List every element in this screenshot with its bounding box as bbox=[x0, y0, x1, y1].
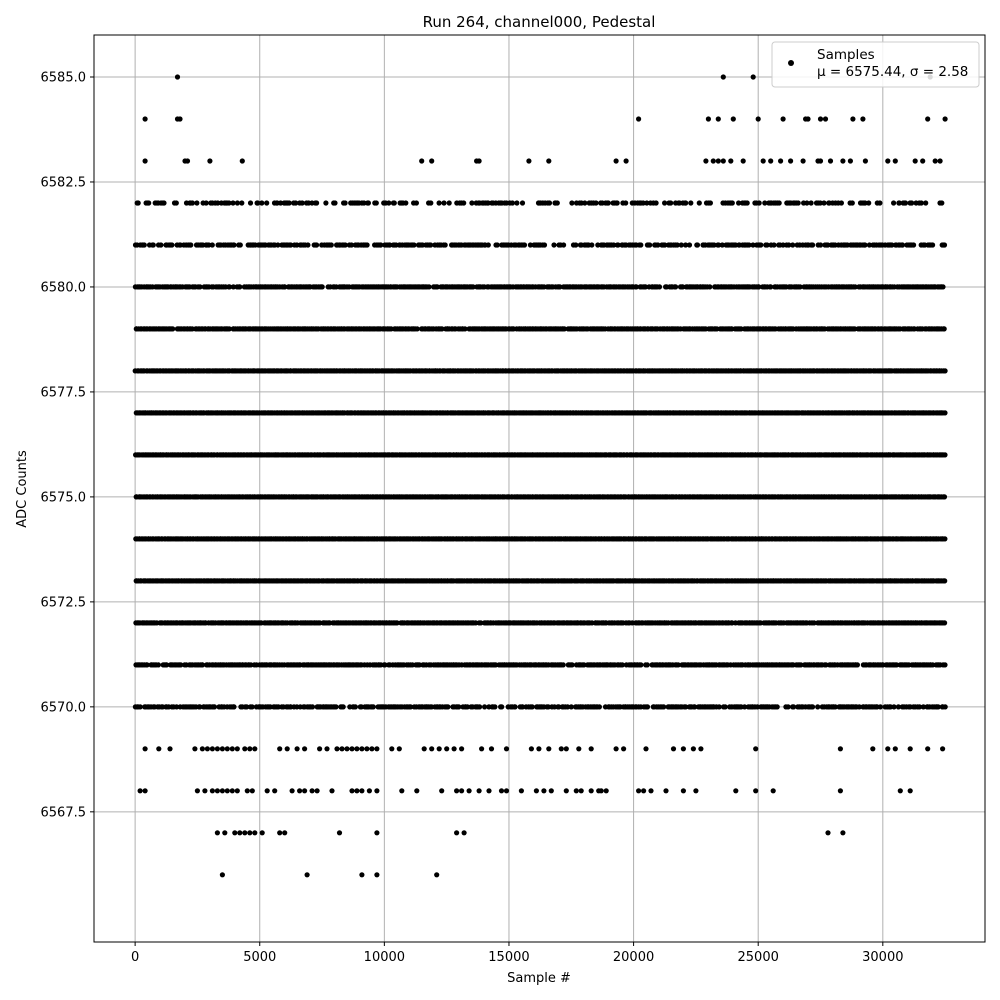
sample-point bbox=[212, 704, 217, 709]
sample-point bbox=[663, 788, 668, 793]
sample-point bbox=[477, 788, 482, 793]
sample-point bbox=[645, 704, 650, 709]
sample-point bbox=[439, 788, 444, 793]
sample-point bbox=[324, 746, 329, 751]
sample-point bbox=[564, 746, 569, 751]
sample-point bbox=[452, 746, 457, 751]
sample-point bbox=[604, 788, 609, 793]
sample-point bbox=[138, 704, 143, 709]
sample-point bbox=[477, 704, 482, 709]
sample-point bbox=[942, 662, 947, 667]
sample-point bbox=[282, 830, 287, 835]
sample-point bbox=[636, 788, 641, 793]
sample-point bbox=[459, 746, 464, 751]
sample-point bbox=[422, 746, 427, 751]
sample-point bbox=[349, 788, 354, 793]
sample-point bbox=[354, 788, 359, 793]
sample-point bbox=[534, 788, 539, 793]
sample-point bbox=[349, 746, 354, 751]
sample-point bbox=[942, 536, 947, 541]
sample-point bbox=[230, 788, 235, 793]
sample-point bbox=[170, 326, 175, 331]
sample-point bbox=[242, 830, 247, 835]
sample-point bbox=[220, 746, 225, 751]
sample-point bbox=[576, 746, 581, 751]
sample-point bbox=[237, 830, 242, 835]
sample-point bbox=[397, 746, 402, 751]
sample-point bbox=[641, 788, 646, 793]
sample-point bbox=[247, 830, 252, 835]
sample-point bbox=[359, 788, 364, 793]
sample-point bbox=[277, 746, 282, 751]
sample-point bbox=[359, 872, 364, 877]
sample-point bbox=[252, 830, 257, 835]
sample-point bbox=[614, 746, 619, 751]
sample-point bbox=[771, 788, 776, 793]
sample-point bbox=[231, 704, 236, 709]
sample-point bbox=[344, 746, 349, 751]
sample-point bbox=[549, 788, 554, 793]
sample-point bbox=[374, 746, 379, 751]
sample-point bbox=[245, 788, 250, 793]
sample-point bbox=[940, 746, 945, 751]
sample-point bbox=[414, 788, 419, 793]
sample-point bbox=[671, 746, 676, 751]
sample-point bbox=[753, 746, 758, 751]
sample-point bbox=[310, 704, 315, 709]
sample-point bbox=[371, 704, 376, 709]
sample-point bbox=[698, 746, 703, 751]
sample-point bbox=[444, 746, 449, 751]
sample-point bbox=[305, 872, 310, 877]
sample-point bbox=[893, 746, 898, 751]
sample-point bbox=[870, 746, 875, 751]
sample-point bbox=[621, 746, 626, 751]
sample-point bbox=[235, 788, 240, 793]
sample-point bbox=[589, 746, 594, 751]
sample-point bbox=[559, 746, 564, 751]
sample-point bbox=[925, 746, 930, 751]
sample-point bbox=[492, 704, 497, 709]
sample-point bbox=[459, 788, 464, 793]
sample-point bbox=[504, 746, 509, 751]
sample-point bbox=[561, 662, 566, 667]
sample-point bbox=[908, 788, 913, 793]
sample-point bbox=[210, 746, 215, 751]
sample-point bbox=[138, 788, 143, 793]
sample-point bbox=[504, 788, 509, 793]
sample-point bbox=[290, 788, 295, 793]
sample-point bbox=[302, 746, 307, 751]
sample-point bbox=[230, 746, 235, 751]
sample-point bbox=[499, 704, 504, 709]
sample-point bbox=[205, 746, 210, 751]
sample-point bbox=[825, 830, 830, 835]
sample-point bbox=[399, 788, 404, 793]
sample-point bbox=[529, 746, 534, 751]
sample-point bbox=[250, 788, 255, 793]
sample-point bbox=[898, 788, 903, 793]
sample-point bbox=[661, 704, 666, 709]
sample-point bbox=[242, 746, 247, 751]
sample-point bbox=[215, 746, 220, 751]
sample-point bbox=[855, 662, 860, 667]
sample-point bbox=[277, 830, 282, 835]
sample-point bbox=[838, 746, 843, 751]
sample-point bbox=[337, 830, 342, 835]
sample-point bbox=[454, 788, 459, 793]
sample-point bbox=[260, 830, 265, 835]
sample-point bbox=[574, 788, 579, 793]
sample-point bbox=[235, 746, 240, 751]
sample-point bbox=[437, 746, 442, 751]
sample-point bbox=[753, 788, 758, 793]
sample-point bbox=[489, 746, 494, 751]
sample-point bbox=[942, 620, 947, 625]
sample-point bbox=[908, 746, 913, 751]
sample-point bbox=[942, 410, 947, 415]
sample-point bbox=[597, 704, 602, 709]
sample-point bbox=[295, 746, 300, 751]
sample-point bbox=[353, 704, 358, 709]
sample-point bbox=[434, 872, 439, 877]
sample-point bbox=[333, 704, 338, 709]
sample-point bbox=[247, 746, 252, 751]
sample-point bbox=[815, 704, 820, 709]
sample-point bbox=[499, 788, 504, 793]
sample-point bbox=[648, 788, 653, 793]
sample-point bbox=[334, 746, 339, 751]
sample-point bbox=[225, 746, 230, 751]
sample-point bbox=[942, 452, 947, 457]
sample-point bbox=[359, 746, 364, 751]
sample-point bbox=[943, 368, 948, 373]
sample-point bbox=[564, 788, 569, 793]
sample-point bbox=[445, 704, 450, 709]
sample-point bbox=[810, 704, 815, 709]
sample-point bbox=[200, 746, 205, 751]
sample-point bbox=[691, 746, 696, 751]
sample-point bbox=[225, 788, 230, 793]
sample-point bbox=[215, 830, 220, 835]
sample-point bbox=[838, 788, 843, 793]
sample-point bbox=[364, 746, 369, 751]
sample-point bbox=[210, 788, 215, 793]
sample-point bbox=[942, 578, 947, 583]
sample-point bbox=[222, 830, 227, 835]
sample-point bbox=[317, 746, 322, 751]
sample-point bbox=[315, 788, 320, 793]
sample-point bbox=[733, 788, 738, 793]
sample-point bbox=[479, 746, 484, 751]
sample-point bbox=[374, 872, 379, 877]
sample-point bbox=[681, 788, 686, 793]
sample-point bbox=[265, 788, 270, 793]
sample-point bbox=[681, 746, 686, 751]
sample-point bbox=[943, 704, 948, 709]
sample-point bbox=[454, 830, 459, 835]
sample-point bbox=[369, 746, 374, 751]
sample-point bbox=[195, 788, 200, 793]
sample-point bbox=[513, 704, 518, 709]
sample-point bbox=[272, 788, 277, 793]
sample-point bbox=[786, 704, 791, 709]
sample-point bbox=[530, 704, 535, 709]
sample-point bbox=[589, 788, 594, 793]
sample-point bbox=[638, 662, 643, 667]
sample-point bbox=[546, 746, 551, 751]
sample-point bbox=[341, 704, 346, 709]
sample-point bbox=[167, 746, 172, 751]
sample-point bbox=[486, 788, 491, 793]
sample-point bbox=[429, 746, 434, 751]
sample-point bbox=[723, 704, 728, 709]
sample-point bbox=[942, 494, 947, 499]
sample-point bbox=[143, 788, 148, 793]
sample-point bbox=[541, 788, 546, 793]
sample-point bbox=[354, 746, 359, 751]
sample-point bbox=[367, 788, 372, 793]
sample-point bbox=[232, 830, 237, 835]
sample-point bbox=[156, 746, 161, 751]
sample-point bbox=[885, 746, 890, 751]
sample-point bbox=[536, 746, 541, 751]
sample-point bbox=[775, 704, 780, 709]
sample-point bbox=[339, 746, 344, 751]
sample-point bbox=[693, 788, 698, 793]
sample-point bbox=[878, 704, 883, 709]
sample-point bbox=[462, 830, 467, 835]
sample-point bbox=[215, 788, 220, 793]
sample-point bbox=[302, 788, 307, 793]
sample-point bbox=[297, 788, 302, 793]
sample-point bbox=[202, 788, 207, 793]
sample-point bbox=[599, 788, 604, 793]
sample-point bbox=[220, 872, 225, 877]
sample-point bbox=[220, 788, 225, 793]
sample-point bbox=[310, 788, 315, 793]
sample-point bbox=[389, 746, 394, 751]
sample-point bbox=[143, 746, 148, 751]
sample-point bbox=[645, 662, 650, 667]
sample-point bbox=[285, 746, 290, 751]
sample-point bbox=[643, 746, 648, 751]
sample-point bbox=[192, 746, 197, 751]
sample-point bbox=[156, 662, 161, 667]
sample-point bbox=[374, 830, 379, 835]
sample-point bbox=[519, 788, 524, 793]
sample-point bbox=[329, 788, 334, 793]
sample-point bbox=[374, 788, 379, 793]
sample-point bbox=[579, 788, 584, 793]
sample-point bbox=[840, 830, 845, 835]
sample-point bbox=[467, 788, 472, 793]
sample-point bbox=[252, 746, 257, 751]
